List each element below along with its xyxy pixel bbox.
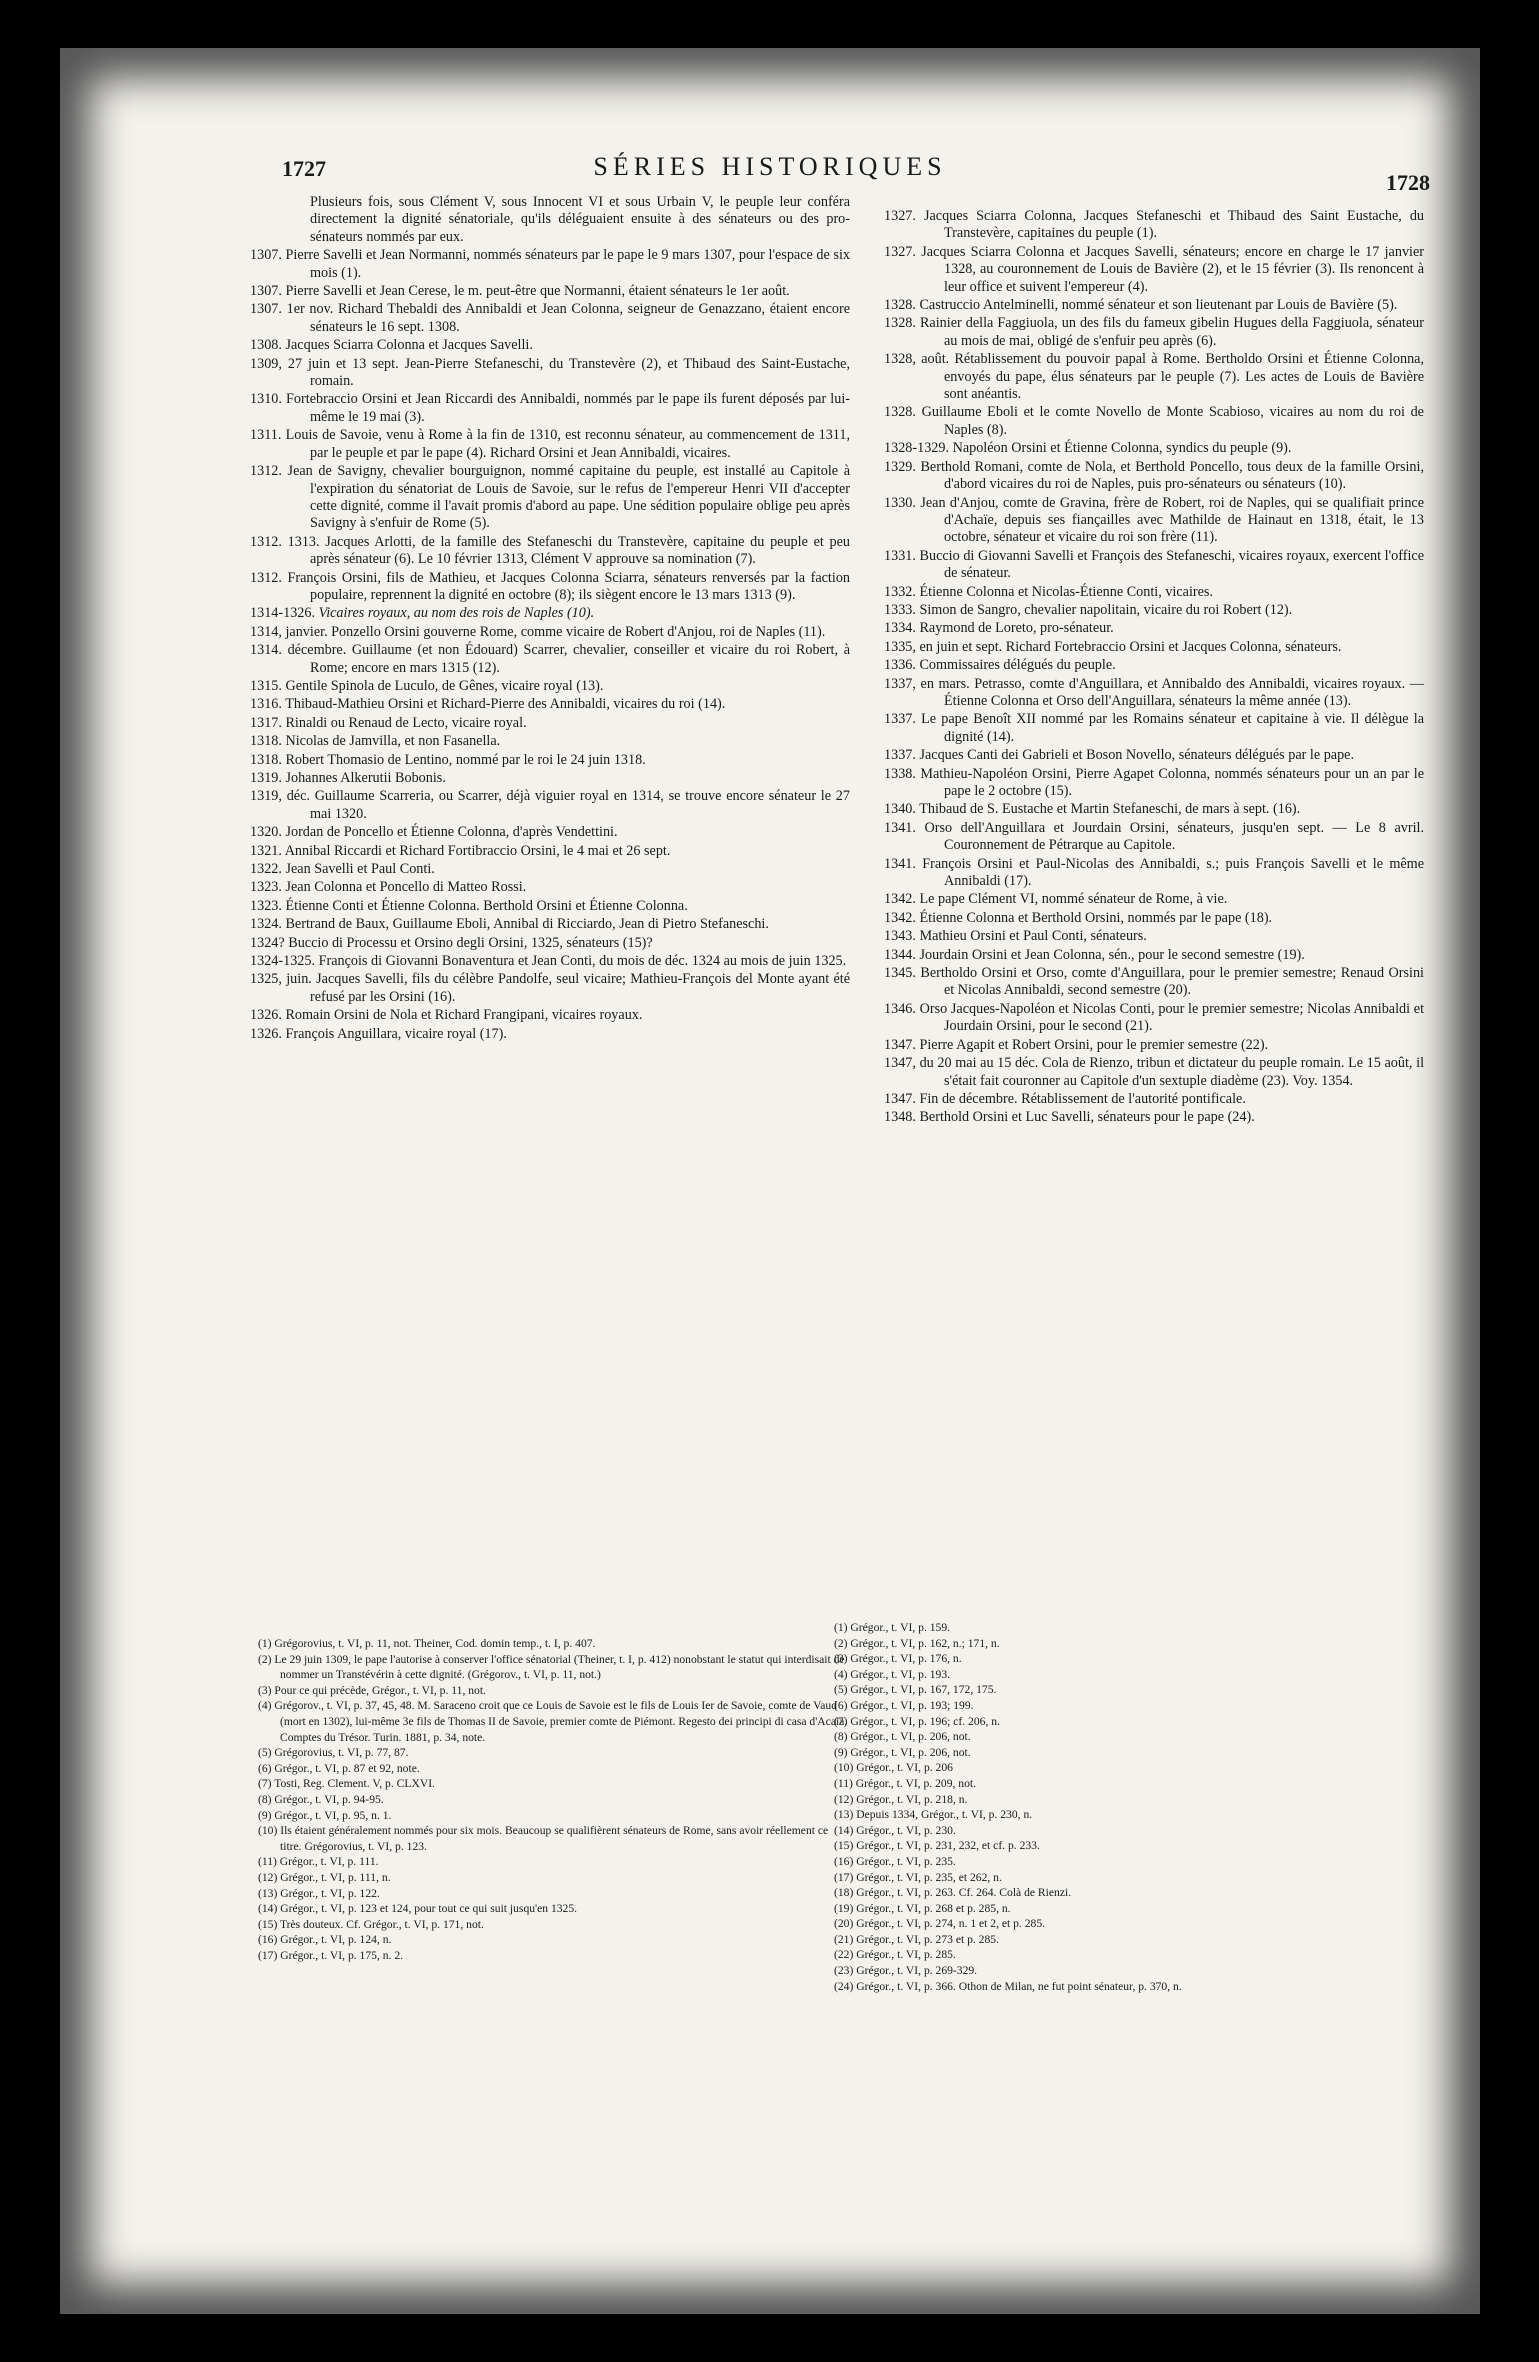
entry-text: en juin et sept. Richard Fortebraccio Orsini et Jacques Colonna, sénateurs. — [919, 638, 1342, 655]
entry-text: Mathieu-Napoléon Orsini, Pierre Agapet Colonna, nommés sénateurs pour un an par le pape le 2 octobre (15). — [920, 765, 1424, 799]
entry-text: Louis de Savoie, venu à Rome à la fin de 1310, est reconnu sénateur, au commencement de 1311, par le peuple et par le pape (4). Richard Orsini et Jean Annibaldi, vicaires. — [285, 427, 850, 461]
chronology-entry — [250, 605, 850, 622]
entry-text: Jordan de Poncello et Étienne Colonna, d'après Vendettini. — [285, 824, 618, 841]
entry-text: Mathieu Orsini et Paul Conti, sénateurs. — [919, 928, 1147, 945]
entry-year: 1307. — [250, 247, 282, 264]
entry-text: Gentile Spinola de Luculo, de Gênes, vicaire royal (13). — [285, 677, 604, 694]
chronology-entry — [250, 427, 850, 462]
chronology-entry — [884, 297, 1424, 314]
chronology-entry — [250, 788, 850, 823]
entry-text: Le pape Clément VI, nommé sénateur de Rome, à vie. — [919, 891, 1228, 908]
entry-text: Nicolas de Jamvilla, et non Fasanella. — [285, 733, 501, 750]
entry-text: Guillaume Eboli et le comte Novello de Monte Scabioso, vicaires au nom du roi de Naples (8). — [921, 404, 1424, 438]
entry-year: 1326. — [250, 1007, 282, 1024]
footnote: (14) Grégor., t. VI, p. 230. — [834, 1823, 956, 1837]
chronology-entry — [250, 752, 850, 769]
chronology-entry — [250, 770, 850, 787]
entry-text: Jourdain Orsini et Jean Colonna, sén., pour le second semestre (19). — [919, 946, 1305, 963]
entry-text: déc. Guillaume Scarreria, ou Scarrer, déjà viguier royal en 1314, se trouve encore sénateur le 27 mai 1320. — [286, 788, 850, 822]
entry-text: François Orsini, fils de Mathieu, et Jacques Colonna Sciarra, sénateurs renversés par la faction populaire, reprennent la dignité en octobre (8); ils siègent encore le 13 mars 1313 (9). — [287, 569, 851, 603]
entry-text: Rinaldi ou Renaud de Lecto, vicaire royal. — [285, 714, 527, 731]
chronology-entry — [250, 715, 850, 732]
entry-text: Castruccio Antelminelli, nommé sénateur et son lieutenant par Louis de Bavière (5). — [919, 297, 1398, 314]
entry-year: 1347. — [884, 1090, 916, 1107]
footnote: (21) Grégor., t. VI, p. 273 et p. 285. — [834, 1932, 999, 1946]
chronology-entry — [250, 935, 850, 952]
chronology-entry — [884, 459, 1424, 494]
entry-text: juin. Jacques Savelli, fils du célèbre Pandolfe, seul vicaire; Mathieu-François del Monte ayant été refusé par les Orsini (16). — [286, 971, 851, 1005]
chronology-entry — [250, 463, 850, 533]
footnote: (22) Grégor., t. VI, p. 285. — [834, 1948, 956, 1962]
entry-year: 1334. — [884, 620, 916, 637]
chronology-entry — [884, 856, 1424, 891]
entry-year: 1309, — [250, 355, 282, 372]
entry-year: 1323. — [250, 897, 282, 914]
entry-year: 1328-1329. — [884, 440, 950, 457]
left-page-number: 1727 — [282, 156, 326, 181]
entry-text: François Anguillara, vicaire royal (17). — [285, 1025, 507, 1042]
entry-year: 1337, — [884, 675, 916, 692]
entry-year: 1307. — [250, 283, 282, 300]
footnote: (11) Grégor., t. VI, p. 209, not. — [834, 1776, 977, 1790]
entry-year: 1320. — [250, 824, 282, 841]
entry-year: 1311. — [250, 427, 282, 444]
entry-text: François di Giovanni Bonaventura et Jean Conti, du mois de déc. 1324 au mois de juin 1325. — [318, 953, 847, 970]
entry-text: décembre. Guillaume (et non Édouard) Scarrer, chevalier, conseiller et vicaire du roi Robert, à Rome; encore en mars 1315 (12). — [287, 642, 850, 676]
entry-year: 1345. — [884, 965, 916, 982]
page-header — [60, 152, 1480, 195]
chronology-entry — [250, 733, 850, 750]
chronology-entry — [884, 1037, 1424, 1054]
chronology-entry — [884, 801, 1424, 818]
entry-text: Pierre Agapit et Robert Orsini, pour le premier semestre (22). — [919, 1036, 1269, 1053]
footnote: (13) Grégor., t. VI, p. 122. — [258, 1886, 380, 1900]
footnote: (7) Tosti, Reg. Clement. V, p. CLXVI. — [258, 1777, 435, 1791]
entry-year: 1330. — [884, 494, 916, 511]
footnote: (8) Grégor., t. VI, p. 94-95. — [258, 1792, 384, 1806]
footnote: (3) Grégor., t. VI, p. 176, n. — [834, 1652, 962, 1666]
entry-year: 1310. — [250, 391, 282, 408]
entry-year: 1347, — [884, 1055, 916, 1072]
entry-text: Johannes Alkerutii Bobonis. — [285, 770, 446, 786]
footnote: (13) Depuis 1334, Grégor., t. VI, p. 230, n. — [834, 1808, 1033, 1822]
entry-year: 1319. — [250, 770, 282, 786]
entry-year: 1318. — [250, 751, 282, 768]
chronology-entry — [250, 194, 850, 246]
entry-year: 1327. — [884, 243, 916, 260]
footnote: (14) Grégor., t. VI, p. 123 et 124, pour tout ce qui suit jusqu'en 1325. — [258, 1902, 578, 1916]
entry-text: Jean Colonna et Poncello di Matteo Rossi. — [285, 879, 527, 896]
footnote: (7) Grégor., t. VI, p. 196; cf. 206, n. — [834, 1714, 1000, 1728]
footnote: (2) Le 29 juin 1309, le pape l'autorise à conserver l'office sénatorial (Theiner, t. I, p. 412) nonobstant le statut qui interdisait de nommer un Transtévérin à cette dignité. (Grégorov., t. VI, p. 11, not.) — [258, 1652, 845, 1682]
entry-year: 1312. — [250, 463, 282, 480]
entry-year: 1346. — [884, 1000, 916, 1017]
entry-text: août. Rétablissement du pouvoir papal à Rome. Bertholdo Orsini et Étienne Colonna, envoyés du pape, élus sénateurs par le peuple (7). Les actes de Louis de Bavière sont anéantis. — [921, 351, 1425, 403]
entry-text: du 20 mai au 15 déc. Cola de Rienzo, tribun et dictateur du peuple romain. Le 15 août, il s'était fait couronner au Capitole d'un sextuple diadème (23). Voy. 1354. — [919, 1055, 1425, 1089]
entry-text: Fin de décembre. Rétablissement de l'autorité pontificale. — [919, 1090, 1246, 1107]
entry-text: Jean de Savigny, chevalier bourguignon, nommé capitaine du peuple, est installé au Capitole à l'expiration du sénatoriat de Louis de Savoie, sur le refus de l'empereur Henri VII d'accepter cette dignité, comme il l'avait promis d'abord au pape. Une sédition populaire oblige peu après Savigny à s'enfuir de Rome (5). — [287, 463, 850, 532]
entry-year: 1318. — [250, 733, 282, 750]
entry-text: 27 juin et 13 sept. Jean-Pierre Stefaneschi, du Transtevère (2), et Thibaud des Saint-Eustache, romain. — [287, 355, 851, 390]
footnote: (5) Grégorovius, t. VI, p. 77, 87. — [258, 1746, 409, 1760]
chronology-entry — [250, 953, 850, 970]
footnote: (4) Grégorov., t. VI, p. 37, 45, 48. M. Saraceno croit que ce Louis de Savoie est le fils de Louis Ier de Savoie, comte de Vaud (mort en 1302), lui-même 3e fils de Thomas II de Savoie, premier comte de Piémont. Regesto dei principi di casa d'Acaia. Comptes du Trésor. Turin. 1881, p. 34, note. — [258, 1699, 848, 1744]
footnote: (4) Grégor., t. VI, p. 193. — [834, 1667, 951, 1681]
chronology-entry — [884, 404, 1424, 439]
chronology-entry — [884, 584, 1424, 601]
chronology-entry — [250, 971, 850, 1006]
entry-year: 1322. — [250, 861, 282, 878]
footnote: (5) Grégor., t. VI, p. 167, 172, 175. — [834, 1683, 997, 1697]
entry-year: 1323. — [250, 879, 282, 896]
entry-year: 1325, — [250, 971, 282, 988]
footnote: (9) Grégor., t. VI, p. 206, not. — [834, 1745, 971, 1759]
entry-text: 1er nov. Richard Thebaldi des Annibaldi et Jean Colonna, seigneur de Genazzano, étaient encore sénateurs le 16 sept. 1308. — [286, 301, 850, 335]
right-footnotes — [834, 1620, 1424, 1994]
chronology-entry — [250, 843, 850, 860]
entry-text: Romain Orsini de Nola et Richard Frangipani, vicaires royaux. — [285, 1007, 643, 1024]
chronology-entry — [884, 965, 1424, 1000]
footnote: (10) Grégor., t. VI, p. 206 — [834, 1761, 953, 1775]
entry-year: 1337. — [884, 711, 916, 728]
footnote: (24) Grégor., t. VI, p. 366. Othon de Milan, ne fut point sénateur, p. 370, n. — [834, 1979, 1182, 1993]
footnote: (10) Ils étaient généralement nommés pour six mois. Beaucoup se qualifièrent sénateurs de Rome, sans avoir réellement ce titre. Grégorovius, t. VI, p. 123. — [258, 1824, 829, 1853]
entry-year: 1335, — [884, 638, 916, 655]
entry-year: 1314, — [250, 623, 282, 640]
right-column — [884, 208, 1424, 1128]
footnote: (17) Grégor., t. VI, p. 175, n. 2. — [258, 1948, 404, 1962]
footnote: (12) Grégor., t. VI, p. 218, n. — [834, 1792, 968, 1806]
entry-year: 1307. — [250, 301, 282, 318]
entry-year: 1324-1325. — [250, 953, 316, 970]
entry-year: 1308. — [250, 337, 282, 354]
chronology-entry — [884, 1055, 1424, 1090]
running-title: SÉRIES HISTORIQUES — [593, 152, 947, 181]
chronology-entry — [884, 657, 1424, 674]
entry-year: 1333. — [884, 601, 916, 618]
entry-text: Plusieurs fois, sous Clément V, sous Innocent VI et sous Urbain V, le peuple leur conféra directement la dignité sénatoriale, qu'ils déléguaient ensuite à des sénateurs ou des pro-sénateurs nommés par eux. — [310, 194, 850, 245]
entry-text: Buccio di Processu et Orsino degli Orsini, 1325, sénateurs (15)? — [288, 934, 653, 951]
chronology-entry — [250, 1007, 850, 1024]
chronology-entry — [250, 247, 850, 282]
chronology-entry — [884, 891, 1424, 908]
chronology-entry — [884, 440, 1424, 457]
chronology-entry — [250, 861, 850, 878]
chronology-entry — [250, 898, 850, 915]
entry-text: Jacques Sciarra Colonna et Jacques Savelli. — [285, 337, 533, 354]
chronology-entry — [884, 676, 1424, 711]
chronology-entry — [884, 947, 1424, 964]
entry-year: 1321. — [250, 842, 282, 859]
entry-text: 1313. Jacques Arlotti, de la famille des Stefaneschi du Transtevère, capitaine du peuple et peu après sénateur (6). Le 10 février 1313, Clément V approuve sa nomination (7). — [287, 533, 850, 568]
entry-year: 1328, — [884, 351, 916, 368]
entry-text: Vicaires royaux, au nom des rois de Naples (10). — [318, 605, 595, 622]
entry-text: Jacques Sciarra Colonna, Jacques Stefaneschi et Thibaud des Saint Eustache, du Transtevère, capitaines du peuple (1). — [923, 208, 1425, 242]
right-page-number: 1728 — [1386, 170, 1430, 195]
entry-text: Napoléon Orsini et Étienne Colonna, syndics du peuple (9). — [952, 440, 1292, 457]
footnote: (15) Grégor., t. VI, p. 231, 232, et cf. p. 233. — [834, 1839, 1040, 1853]
chronology-entry — [884, 548, 1424, 583]
chronology-entry — [884, 602, 1424, 619]
entry-text: François Orsini et Paul-Nicolas des Annibaldi, s.; puis François Savelli et le même Annibaldi (17). — [922, 855, 1425, 890]
entry-year: 1312. — [250, 533, 282, 550]
entry-year: 1328. — [884, 404, 916, 421]
entry-year: 1329. — [884, 458, 916, 475]
footnote: (20) Grégor., t. VI, p. 274, n. 1 et 2, et p. 285. — [834, 1917, 1046, 1931]
chronology-entry — [884, 747, 1424, 764]
entry-year: 1344. — [884, 946, 916, 963]
entry-text: Jacques Sciarra Colonna et Jacques Savelli, sénateurs; encore en charge le 17 janvier 1328, au couronnement de Louis de Bavière (2), et le 15 février (3). Ils renoncent à leur office et suivent l'empereur (4). — [921, 243, 1425, 295]
entry-text: Bertholdo Orsini et Orso, comte d'Anguillara, pour le premier semestre; Renaud Orsini et Nicolas Annibaldi, second semestre (20). — [920, 965, 1425, 999]
chronology-entry — [884, 315, 1424, 350]
entry-text: janvier. Ponzello Orsini gouverne Rome, comme vicaire de Robert d'Anjou, roi de Naples (11). — [285, 623, 826, 640]
footnote: (1) Grégor., t. VI, p. 159. — [834, 1621, 951, 1634]
entry-text: Rainier della Faggiuola, un des fils du fameux gibelin Hugues della Faggiuola, sénateur au mois de mai, obligé de s'enfuir peu après (6). — [919, 315, 1424, 349]
entry-year: 1341. — [884, 855, 916, 872]
chronology-entry — [884, 351, 1424, 403]
entry-text: Le pape Benoît XII nommé par les Romains sénateur et capitaine à vie. Il délègue la dignité (14). — [921, 711, 1425, 745]
entry-text: Pierre Savelli et Jean Cerese, le m. peut-être que Normanni, étaient sénateurs le 1er août. — [285, 283, 790, 300]
entry-year: 1328. — [884, 297, 916, 314]
entry-year: 1328. — [884, 315, 916, 332]
page-sheet — [60, 48, 1480, 2314]
entry-text: Pierre Savelli et Jean Normanni, nommés sénateurs par le pape le 9 mars 1307, pour l'espace de six mois (1). — [285, 247, 851, 281]
entry-text: Thibaud de S. Eustache et Martin Stefaneschi, de mars à sept. (16). — [919, 801, 1301, 818]
footnote: (6) Grégor., t. VI, p. 193; 199. — [834, 1698, 974, 1712]
entry-year: 1336. — [884, 657, 916, 674]
entry-text: Robert Thomasio de Lentino, nommé par le roi le 24 juin 1318. — [285, 751, 646, 768]
entry-year: 1324? — [250, 934, 285, 951]
entry-year: 1326. — [250, 1025, 282, 1042]
entry-text: Annibal Riccardi et Richard Fortibraccio Orsini, le 4 mai et 26 sept. — [284, 842, 671, 859]
chronology-entry — [250, 301, 850, 336]
entry-text: Thibaud-Mathieu Orsini et Richard-Pierre des Annibaldi, vicaires du roi (14). — [285, 696, 726, 713]
footnote: (3) Pour ce qui précède, Grégor., t. VI, p. 11, not. — [258, 1683, 486, 1697]
chronology-entry — [250, 879, 850, 896]
chronology-entry — [250, 391, 850, 426]
chronology-entry — [884, 711, 1424, 746]
entry-text: Berthold Orsini et Luc Savelli, sénateurs pour le pape (24). — [919, 1109, 1255, 1126]
entry-year: 1312. — [250, 569, 282, 586]
entry-text: Étienne Colonna et Berthold Orsini, nommés par le pape (18). — [919, 909, 1273, 926]
chronology-entry — [250, 916, 850, 933]
chronology-entry — [250, 824, 850, 841]
left-column — [250, 194, 850, 1044]
entry-year: 1348. — [884, 1109, 916, 1126]
entry-text: Jean Savelli et Paul Conti. — [285, 861, 435, 878]
chronology-entry — [884, 1001, 1424, 1036]
chronology-entry — [250, 356, 850, 391]
chronology-entry — [250, 283, 850, 300]
entry-year: 1319, — [250, 788, 282, 805]
entry-year: 1327. — [884, 208, 916, 224]
chronology-entry — [250, 642, 850, 677]
chronology-entry — [884, 928, 1424, 945]
entry-text: Buccio di Giovanni Savelli et François des Stefaneschi, vicaires royaux, exercent l'office de sénateur. — [919, 547, 1424, 582]
entry-text: Commissaires délégués du peuple. — [919, 657, 1116, 674]
entry-year: 1340. — [884, 801, 916, 818]
entry-year: 1314-1326. — [250, 605, 316, 622]
entry-year: 1341. — [884, 819, 916, 836]
chronology-entry — [250, 678, 850, 695]
entry-year: 1337. — [884, 747, 916, 764]
chronology-entry — [884, 820, 1424, 855]
chronology-entry — [884, 495, 1424, 547]
entry-year: 1317. — [250, 714, 282, 731]
chronology-entry — [884, 620, 1424, 637]
entry-year: 1316. — [250, 696, 282, 713]
entry-text: Étienne Colonna et Nicolas-Étienne Conti, vicaires. — [919, 583, 1213, 600]
entry-year: 1338. — [884, 765, 916, 782]
footnote: (6) Grégor., t. VI, p. 87 et 92, note. — [258, 1761, 420, 1775]
chronology-entry — [250, 696, 850, 713]
footnote: (18) Grégor., t. VI, p. 263. Cf. 264. Colà de Rienzi. — [834, 1886, 1072, 1900]
entry-text: Simon de Sangro, chevalier napolitain, vicaire du roi Robert (12). — [919, 601, 1293, 618]
entry-text: Berthold Romani, comte de Nola, et Berthold Poncello, tous deux de la famille Orsini, d'abord vicaires du roi de Naples, puis pro-sénateurs ou sénateurs (10). — [920, 458, 1424, 493]
chronology-entry — [884, 766, 1424, 801]
footnote: (16) Grégor., t. VI, p. 235. — [834, 1854, 956, 1868]
chronology-entry — [250, 624, 850, 641]
left-footnotes — [258, 1636, 848, 1963]
entry-year: 1343. — [884, 928, 916, 945]
entry-text: Étienne Conti et Étienne Colonna. Berthold Orsini et Étienne Colonna. — [285, 897, 688, 914]
entry-year: 1342. — [884, 891, 916, 908]
entry-year: 1331. — [884, 547, 916, 564]
footnote: (23) Grégor., t. VI, p. 269-329. — [834, 1964, 978, 1978]
footnote: (11) Grégor., t. VI, p. 111. — [258, 1855, 379, 1869]
entry-year: 1332. — [884, 583, 916, 600]
chronology-entry — [250, 1026, 850, 1043]
entry-year: 1342. — [884, 909, 916, 926]
footnote: (12) Grégor., t. VI, p. 111, n. — [258, 1870, 391, 1884]
chronology-entry — [884, 1091, 1424, 1108]
footnote: (8) Grégor., t. VI, p. 206, not. — [834, 1730, 971, 1744]
entry-year: 1314. — [250, 642, 282, 659]
chronology-entry — [250, 534, 850, 569]
chronology-entry — [884, 910, 1424, 927]
footnote: (15) Très douteux. Cf. Grégor., t. VI, p. 171, not. — [258, 1917, 484, 1931]
chronology-entry — [250, 337, 850, 354]
chronology-entry — [884, 244, 1424, 296]
entry-text: Bertrand de Baux, Guillaume Eboli, Annibal di Ricciardo, Jean di Pietro Stefaneschi. — [285, 916, 769, 933]
footnote: (17) Grégor., t. VI, p. 235, et 262, n. — [834, 1870, 1002, 1884]
entry-text: en mars. Petrasso, comte d'Anguillara, et Annibaldo des Annibaldi, vicaires royaux. — Étienne Colonna et Orso dell'Anguillara, sénateurs la même année (13). — [920, 675, 1425, 709]
chronology-entry — [884, 1109, 1424, 1126]
chronology-entry — [884, 639, 1424, 656]
entry-text: Orso dell'Anguillara et Jourdain Orsini, sénateurs, jusqu'en sept. — Le 8 avril. Couronnement de Pétrarque au Capitole. — [924, 819, 1425, 854]
footnote: (16) Grégor., t. VI, p. 124, n. — [258, 1933, 392, 1947]
footnote: (9) Grégor., t. VI, p. 95, n. 1. — [258, 1808, 392, 1822]
entry-text: Jacques Canti dei Gabrieli et Boson Novello, sénateurs délégués par le pape. — [919, 747, 1355, 764]
entry-text: Fortebraccio Orsini et Jean Riccardi des Annibaldi, nommés par le pape ils furent déposés par lui-même le 19 mai (3). — [286, 391, 851, 425]
entry-year: 1315. — [250, 677, 282, 694]
entry-year: 1324. — [250, 916, 282, 933]
footnote: (1) Grégorovius, t. VI, p. 11, not. Theiner, Cod. domin temp., t. I, p. 407. — [258, 1637, 596, 1650]
chronology-entry — [884, 208, 1424, 243]
entry-text: Orso Jacques-Napoléon et Nicolas Conti, pour le premier semestre; Nicolas Annibaldi et Jourdain Orsini, pour le second (21). — [919, 1000, 1425, 1035]
chronology-entry — [250, 570, 850, 605]
footnote: (2) Grégor., t. VI, p. 162, n.; 171, n. — [834, 1636, 1000, 1650]
entry-year: 1347. — [884, 1036, 916, 1053]
entry-text: Jean d'Anjou, comte de Gravina, frère de Robert, roi de Naples, qui se qualifiait prince d'Achaïe, depuis ses fiançailles avec Mathilde de Hainaut en 1318, était, le 13 octobre, sénateur et vicaire du roi son frère (11). — [920, 494, 1425, 546]
entry-text: Raymond de Loreto, pro-sénateur. — [919, 620, 1114, 637]
footnote: (19) Grégor., t. VI, p. 268 et p. 285, n. — [834, 1901, 1011, 1915]
